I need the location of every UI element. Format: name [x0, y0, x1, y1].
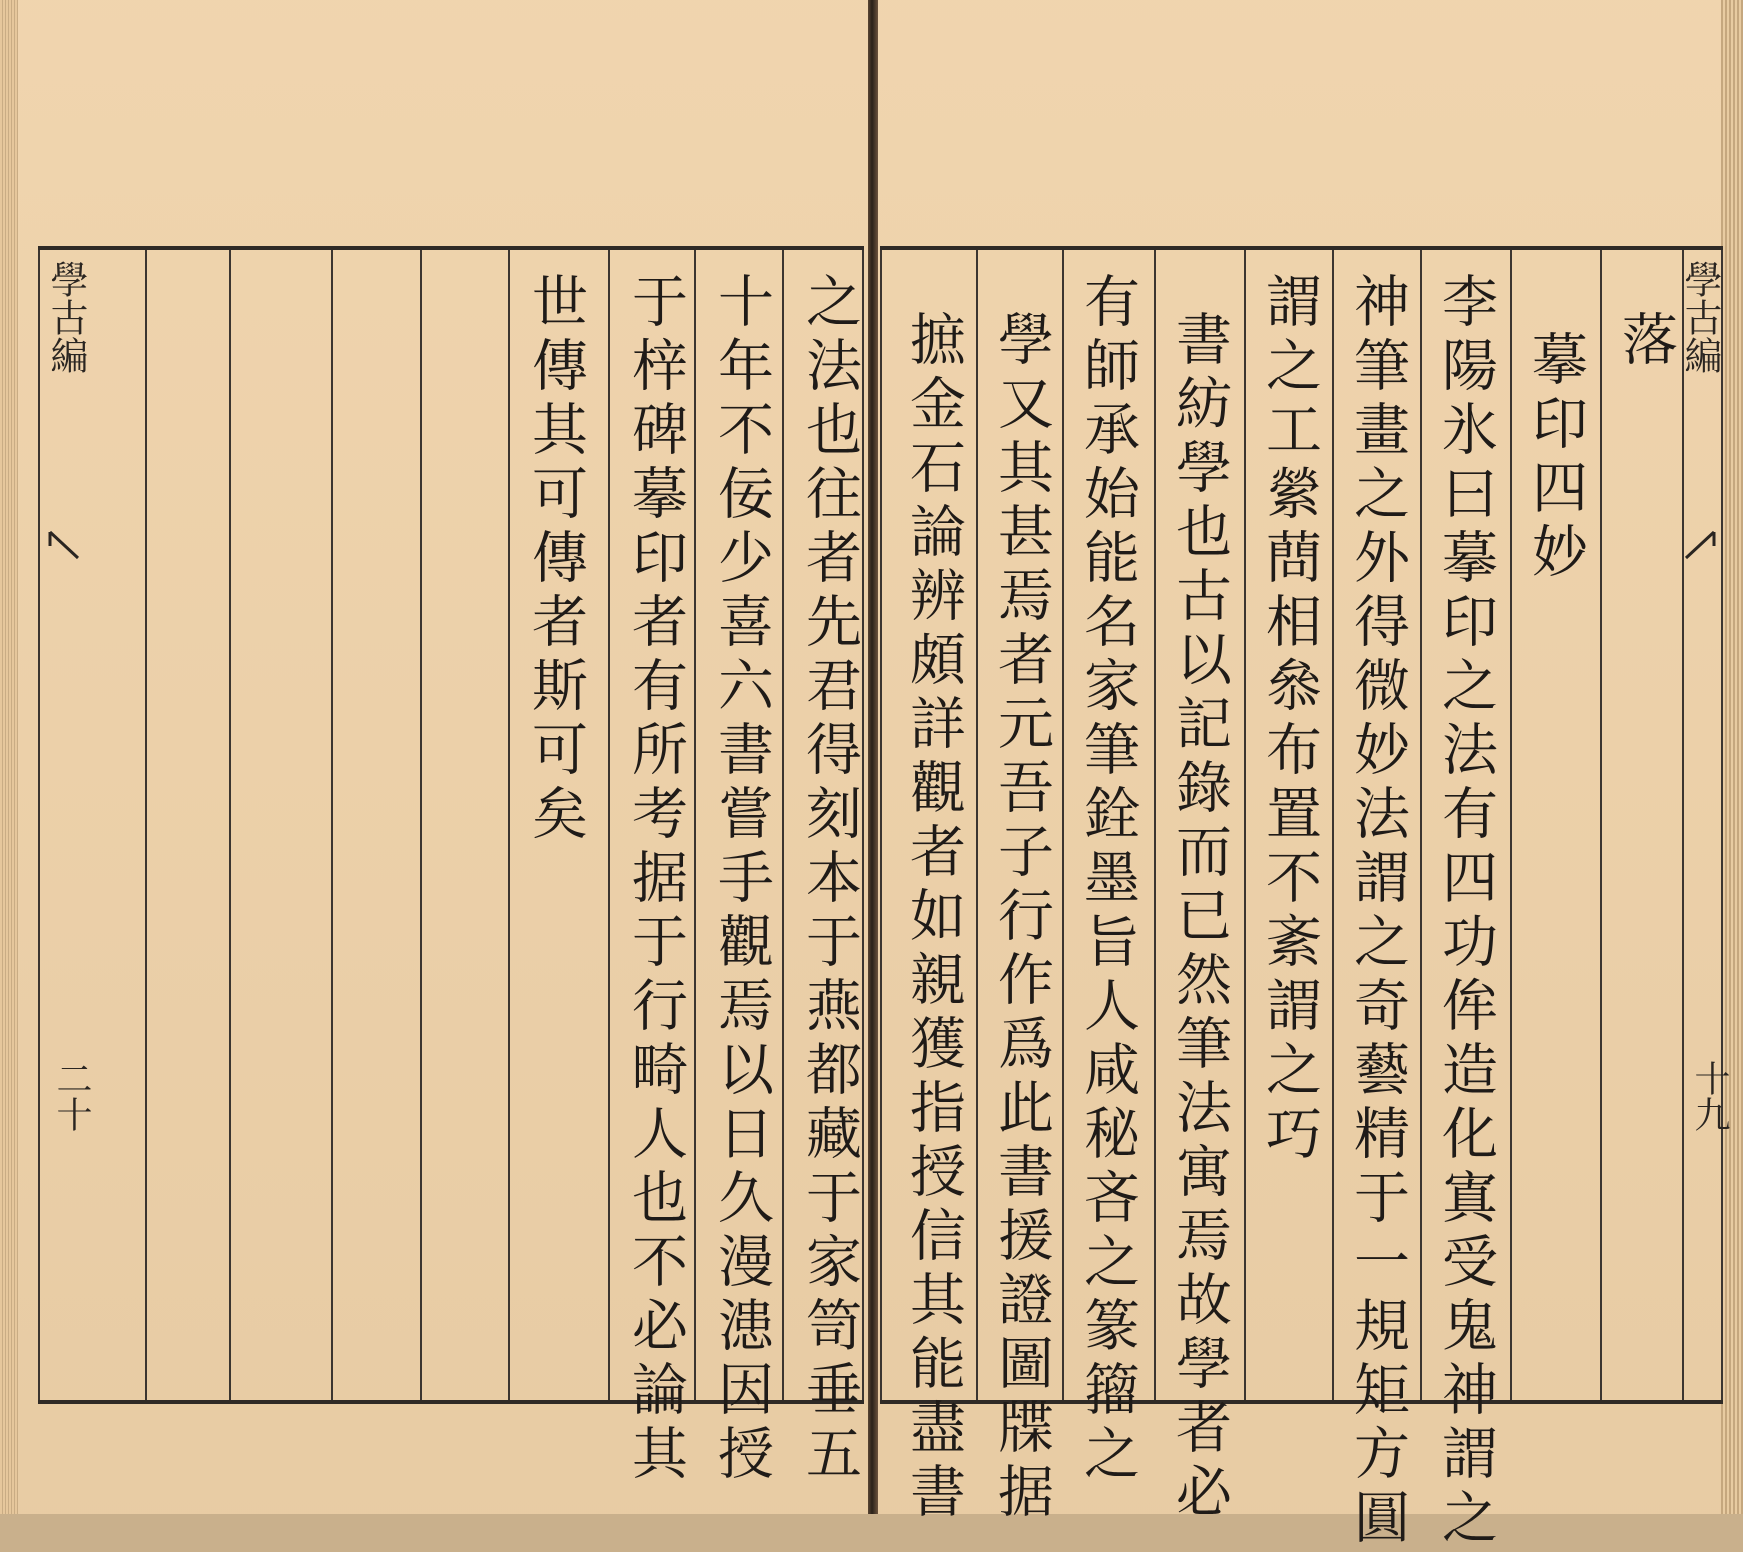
left-page	[0, 0, 871, 1514]
page-edge-right	[1721, 0, 1743, 1514]
frame-rule	[1600, 250, 1602, 1400]
folio-number: 十九	[1689, 1060, 1730, 1132]
text-column: 世傳其可傳者斯可矣	[523, 272, 588, 848]
frame-rule	[1721, 250, 1723, 1400]
frame-rule	[1682, 250, 1684, 1400]
text-column: 十年不佞少喜六書嘗手觀焉以日久漫漶因授	[709, 272, 774, 1488]
text-column: 書紡學也古以記錄而已然筆法寓焉故學者必	[1167, 310, 1232, 1526]
margin-book-title: 學古編	[44, 260, 88, 374]
right-page	[878, 0, 1743, 1552]
fish-tail-mark	[48, 530, 80, 560]
left-text-frame	[38, 246, 864, 1488]
frame-rule	[420, 250, 422, 1400]
page-edge-left	[0, 0, 18, 1514]
text-column: 神筆畫之外得微妙法謂之奇藝精于一規矩方圓	[1345, 272, 1410, 1552]
folio-number: 二十	[51, 1060, 92, 1132]
text-column: 謂之工縈蔄相叅布置不紊謂之巧	[1257, 272, 1322, 1168]
text-column: 有師承始能名家筆銓墨旨人咸秘吝之篆籀之	[1075, 272, 1140, 1488]
book-spine	[868, 0, 878, 1514]
frame-rule	[145, 250, 147, 1400]
frame-rule	[880, 250, 882, 1400]
text-column: 李陽氷曰摹印之法有四功侔造化寘受鬼神謂之	[1433, 272, 1498, 1552]
frame-rule	[38, 250, 40, 1400]
text-column: 摭金石論辨頗詳觀者如親獲指授信其能盡書	[901, 310, 966, 1526]
section-label: 落	[1613, 310, 1678, 374]
frame-rule	[608, 250, 610, 1400]
right-text-frame	[880, 246, 1730, 1552]
frame-rule	[508, 250, 510, 1400]
frame-rule	[229, 250, 231, 1400]
margin-book-title: 學古編	[1678, 260, 1722, 374]
text-column: 學又其甚焉者元吾子行作爲此書援證圖牒据	[989, 310, 1054, 1526]
text-column: 之法也往者先君得刻本于燕都藏于家笥垂五	[797, 272, 862, 1488]
frame-rule	[331, 250, 333, 1400]
section-heading: 摹印四妙	[1523, 330, 1588, 586]
fish-tail-mark	[1684, 530, 1716, 560]
text-column: 于梓碑摹印者有所考据于行畸人也不必論其	[623, 272, 688, 1488]
